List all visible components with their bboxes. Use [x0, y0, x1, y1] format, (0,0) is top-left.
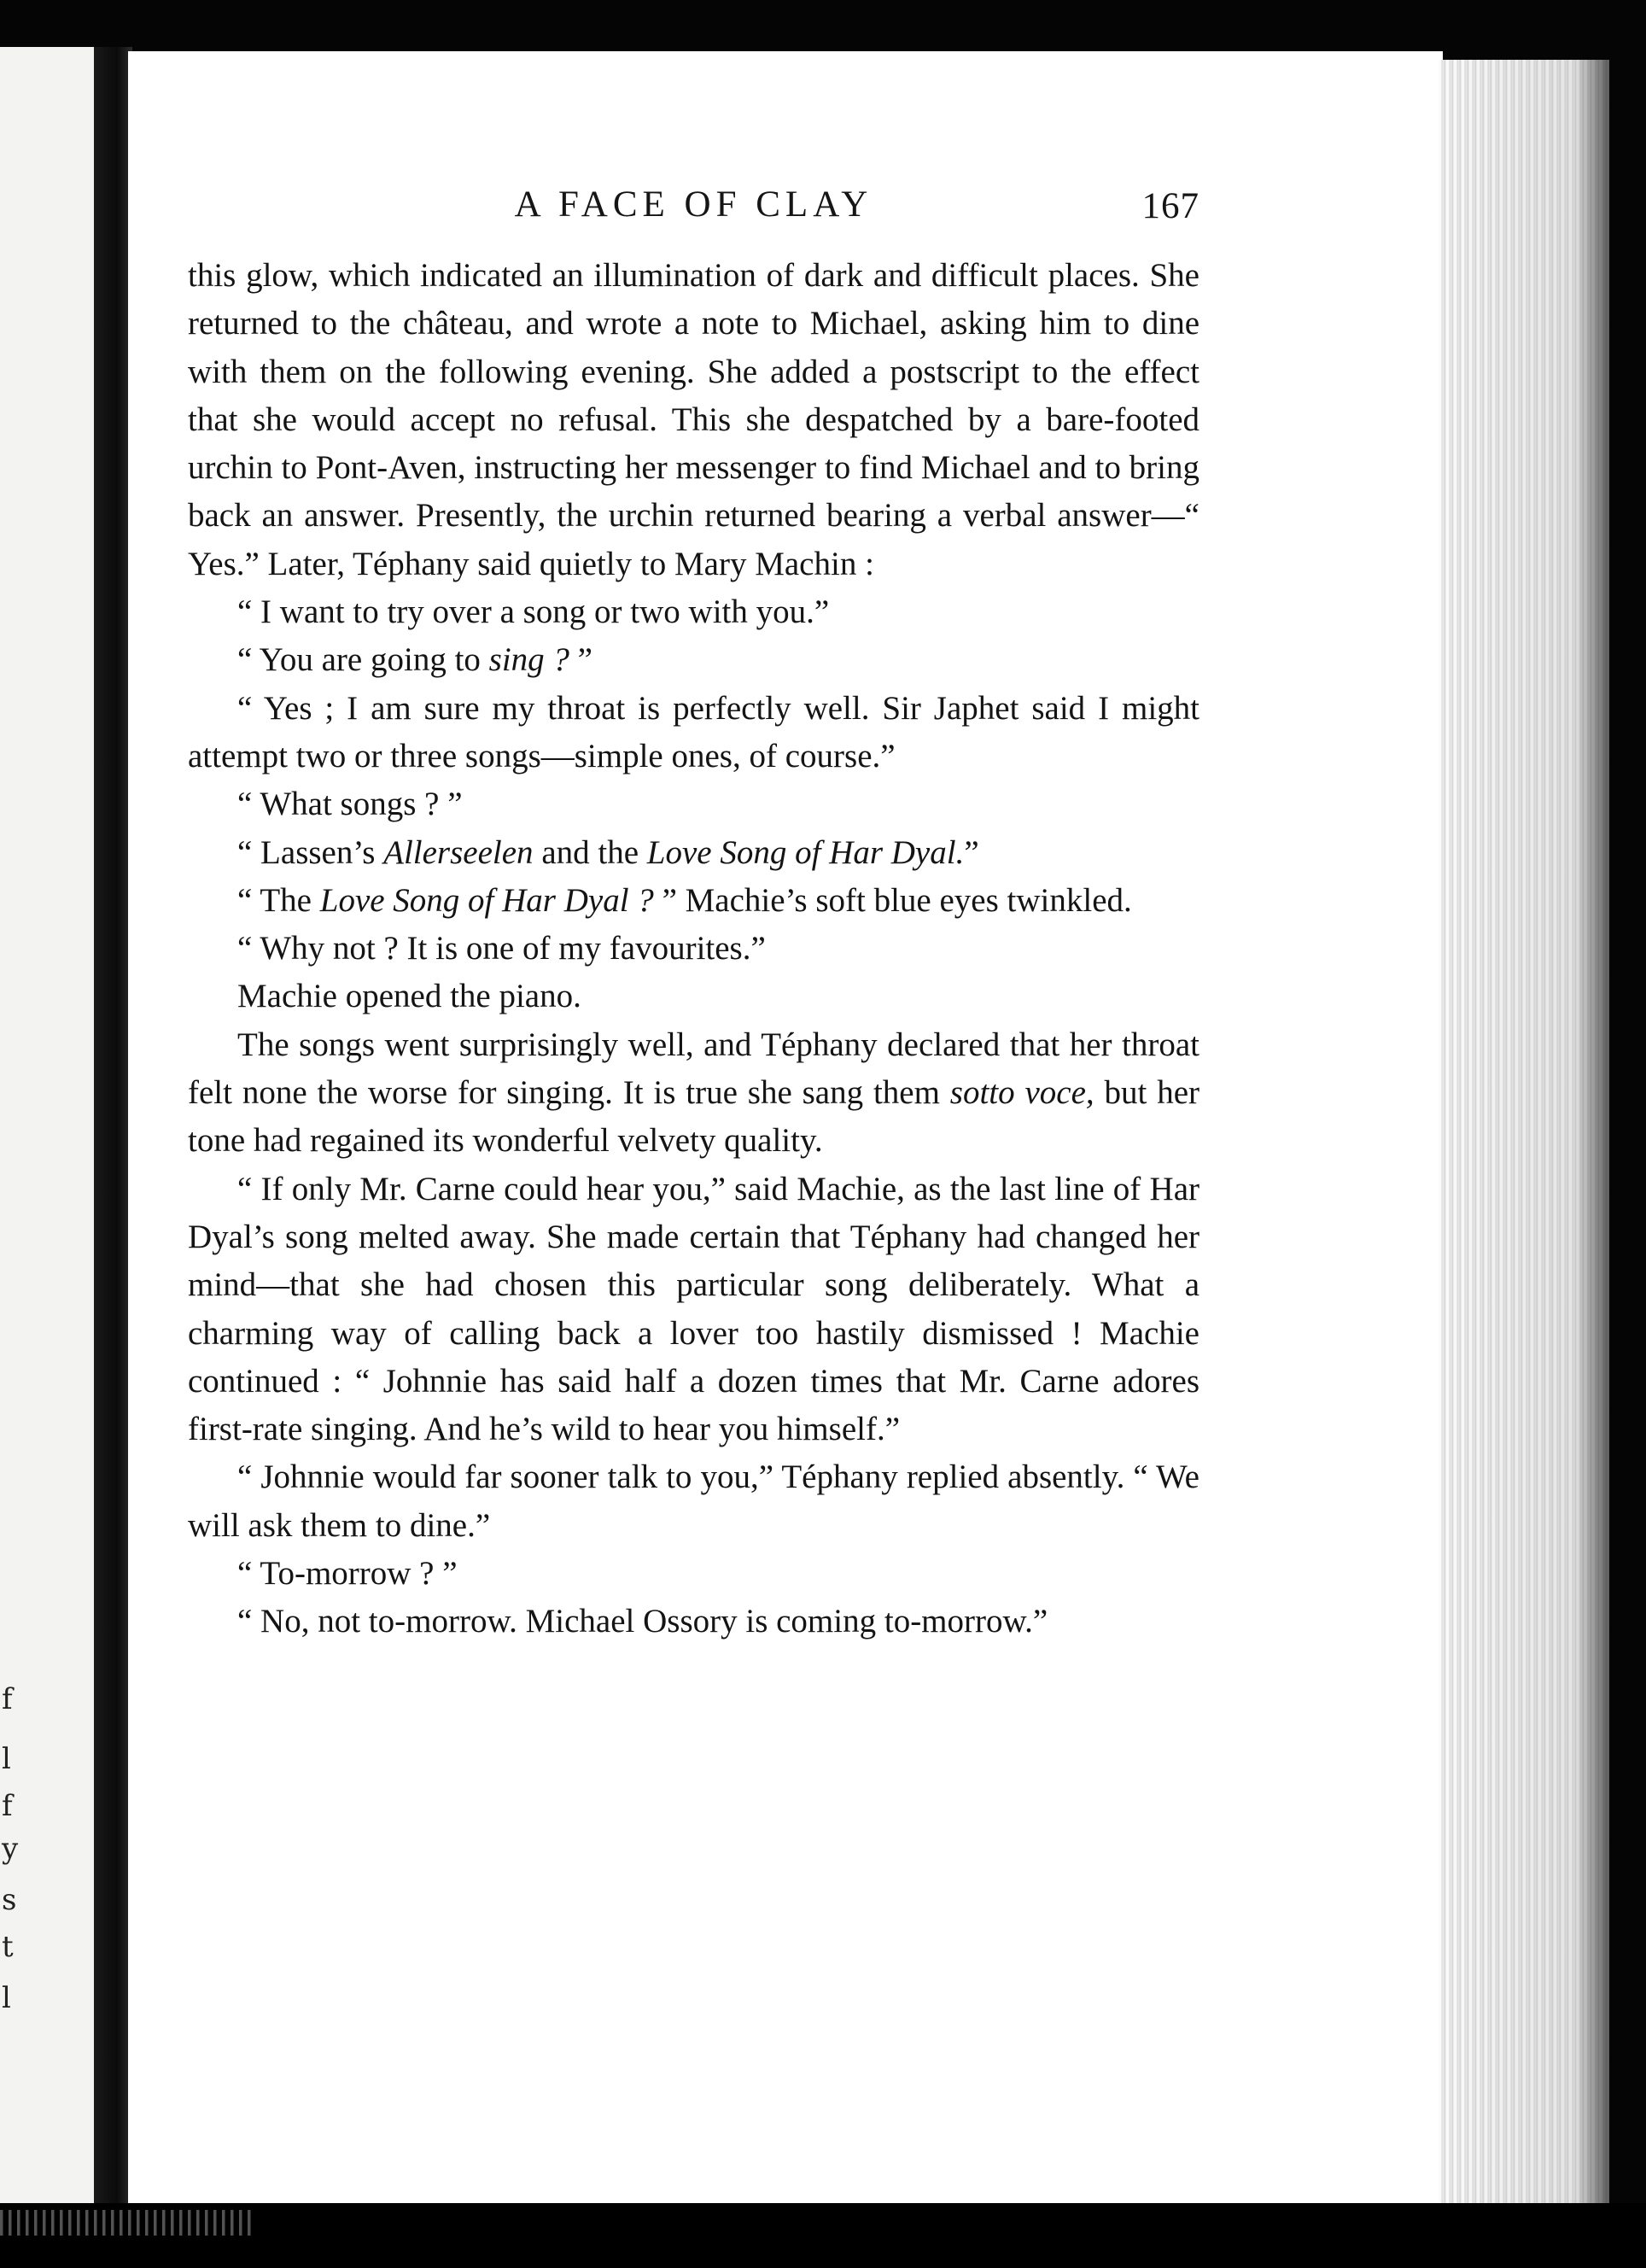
paragraph: [188, 1021, 1199, 1166]
paragraph: “ To-morrow ? ”: [237, 1555, 458, 1593]
italic-run: Allerseelen: [383, 833, 534, 871]
edge-letter: y: [2, 1832, 19, 1866]
text-run: ”: [569, 641, 592, 679]
paragraph: “ Why not ? It is one of my favourites.”: [237, 930, 766, 967]
text-run: ” Machie’s soft blue eyes twinkled.: [653, 881, 1132, 919]
body-text: [188, 252, 1199, 1646]
paragraph: “ Johnnie would far sooner talk to you,” Téphany replied absently. “ We will ask them to dine.”: [188, 1458, 1199, 1544]
edge-letter: s: [2, 1883, 17, 1917]
edge-letter: f: [2, 1682, 13, 1716]
paragraph: Machie opened the piano.: [237, 978, 581, 1015]
italic-run: Love Song of Har Dyal ?: [319, 881, 654, 919]
text-run: “ Lassen’s: [237, 833, 384, 871]
paragraph: “ If only Mr. Carne could hear you,” said Machie, as the last line of Har Dyal’s song melted away. She made certain that Téphany had changed her mind—that she had chosen this particular song deliberately. What a charming way of calling back a lover too hastily dismissed ! Machie continued : “ Johnnie has said half a dozen times that Mr. Carne adores first-rate singing. And he’s wild to hear you himself.”: [188, 1170, 1199, 1448]
book-gutter: [94, 47, 132, 2216]
facing-page-letters: [2, 47, 19, 2233]
text-run: “ The: [237, 881, 320, 919]
italic-run: Love Song of Har Dyal.: [646, 833, 965, 871]
paragraph: “ No, not to-morrow. Michael Ossory is coming to-morrow.”: [237, 1603, 1048, 1640]
italic-run: sotto voce,: [949, 1074, 1094, 1112]
running-head: [188, 184, 1199, 235]
paragraph: [188, 877, 1199, 925]
paragraph: [188, 829, 1199, 877]
text-run: “ You are going to: [237, 641, 489, 679]
paragraph: [188, 636, 1199, 684]
italic-run: sing ?: [488, 641, 569, 679]
paragraph: this glow, which indicated an illumination of dark and difficult places. She returned to the château, and wrote a note to Michael, asking him to dine with them on the following evening. She added a postscript to the effect that she would accept no refusal. This she despatched by a bare-footed urchin to Pont-Aven, instructing her messenger to find Michael and to bring back an answer. Presently, the urchin returned bearing a verbal answer—“ Yes.” Later, Téphany said quietly to Mary Machin :: [188, 257, 1199, 582]
edge-letter: f: [2, 1789, 13, 1823]
running-title: A FACE OF CLAY: [514, 184, 873, 225]
paragraph: “ What songs ? ”: [237, 786, 463, 823]
text-run: but her tone had regained its wonderful velvety quality.: [188, 1074, 1200, 1160]
text-run: and the: [533, 833, 647, 871]
edge-letter: l: [2, 1981, 11, 2015]
edge-letter: t: [2, 1930, 14, 1964]
paragraph: “ I want to try over a song or two with you.”: [237, 593, 830, 631]
text-run: ”: [964, 833, 979, 871]
scan-bottom-ticks: [0, 2210, 256, 2236]
edge-letter: l: [2, 1742, 11, 1776]
fore-edge-shadow: [1439, 60, 1609, 2203]
paragraph: “ Yes ; I am sure my throat is perfectly well. Sir Japhet said I might attempt two or three songs—simple ones, of course.”: [188, 689, 1199, 775]
page-number: 167: [1141, 186, 1199, 226]
text-run: The songs went surprisingly well, and Téphany declared that her throat felt none the worse for singing. It is true she sang them: [188, 1026, 1199, 1112]
